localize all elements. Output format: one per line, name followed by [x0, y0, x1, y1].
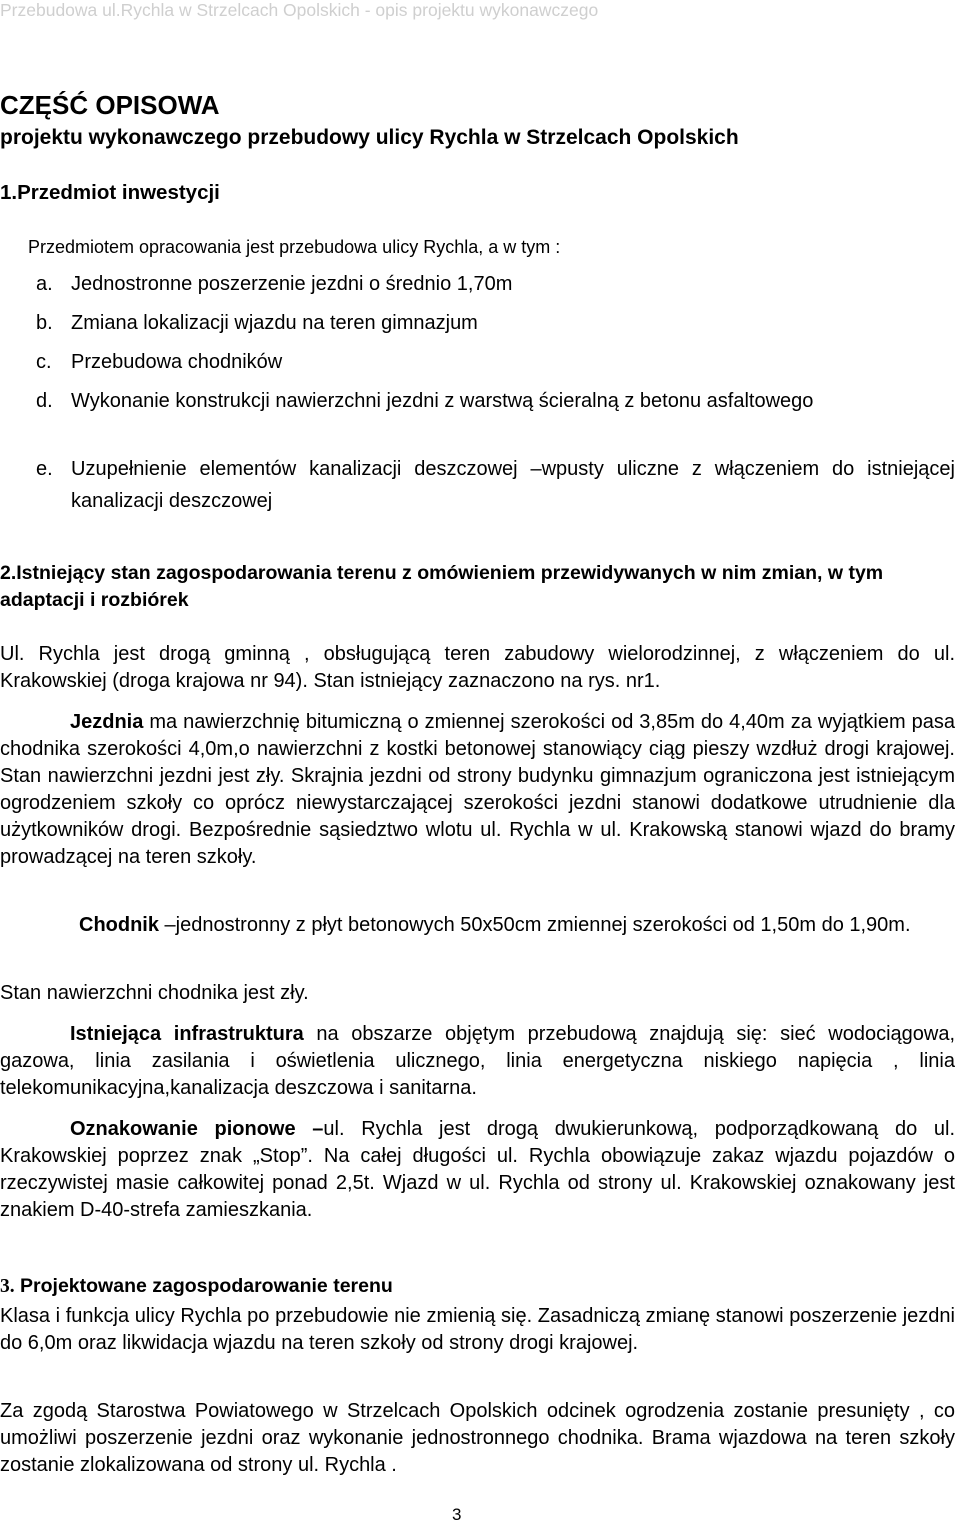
section-3-number: 3. [0, 1276, 15, 1297]
list-item [36, 453, 955, 517]
list-marker: c. [36, 351, 52, 373]
list-item-text: Przebudowa chodników [71, 351, 283, 373]
list-item-text: Uzupełnienie elementów kanalizacji deszczowej –wpusty uliczne z włączeniem do istniejącej kanalizacji deszczowej [71, 458, 955, 512]
section-3-paragraph-2: Za zgodą Starostwa Powiatowego w Strzelcach Opolskich odcinek ogrodzenia zostanie presunięty , co umożliwi poszerzenie jezdni oraz wykonanie jednostronnego chodnika. Brama wjazdowa na teren szkoły zostanie zlokalizowana od strony ul. Rychla . [0, 1400, 955, 1476]
section-3-heading [0, 1273, 955, 1300]
list-item-text: Zmiana lokalizacji wjazdu na teren gimnazjum [71, 312, 478, 334]
oznakowanie-label: Oznakowanie pionowe – [70, 1118, 324, 1140]
list-marker: e. [36, 458, 53, 480]
list-item [36, 268, 955, 300]
list-item [36, 346, 955, 378]
document-subtitle: projektu wykonawczego przebudowy ulicy Rychla w Strzelcach Opolskich [0, 126, 739, 149]
chodnik-text: –jednostronny z płyt betonowych 50x50cm zmiennej szerokości od 1,50m do 1,90m. [159, 914, 911, 936]
section-3-paragraph-1: Klasa i funkcja ulicy Rychla po przebudowie nie zmienią się. Zasadniczą zmianę stanowi poszerzenie jezdni do 6,0m oraz likwidacja wjazdu na teren szkoły od strony drogi krajowej. [0, 1305, 955, 1354]
oznakowanie-paragraph [0, 1116, 955, 1224]
list-item-text: Wykonanie konstrukcji nawierzchni jezdni z warstwą ścieralną z betonu asfaltowego [71, 390, 814, 412]
oznakowanie-text: ul. Rychla jest drogą dwukierunkową, podporządkowaną do ul. Krakowskiej poprzez znak „Stop”. Na całej długości ul. Rychla obowiązuje zakaz wjazdu pojazdów o rzeczywistej masie całkowitej ponad 2,5t. Wjazd w ul. Rychla od strony ul. Krakowskiej oznakowany jest znakiem D-40-strefa zamieszkania. [0, 1118, 955, 1221]
chodnik-condition: Stan nawierzchni chodnika jest zły. [0, 982, 309, 1004]
section-1-heading: 1.Przedmiot inwestycji [0, 181, 220, 204]
chodnik-label: Chodnik [79, 914, 159, 936]
document-title: CZĘŚĆ OPISOWA [0, 90, 220, 120]
section-1-intro: Przedmiotem opracowania jest przebudowa ulicy Rychla, a w tym : [28, 237, 561, 257]
infrastruktura-text: na obszarze objętym przebudową znajdują się: sieć wodociągowa, gazowa, linia zasilania i oświetlenia ulicznego, linia energetyczna niskiego napięcia , linia telekomunikacyjna,kanalizacja deszczowa i sanitarna. [0, 1023, 956, 1099]
jezdnia-paragraph [0, 709, 955, 871]
list-item [36, 307, 955, 339]
infrastruktura-label: Istniejąca infrastruktura [70, 1023, 304, 1045]
running-header: Przebudowa ul.Rychla w Strzelcach Opolskich - opis projektu wykonawczego [0, 0, 599, 20]
list-marker: b. [36, 312, 53, 334]
infrastruktura-paragraph [0, 1021, 955, 1102]
list-item-text: Jednostronne poszerzenie jezdni o średnio 1,70m [71, 273, 513, 295]
jezdnia-text: ma nawierzchnię bitumiczną o zmiennej szerokości od 3,85m do 4,40m za wyjątkiem pasa chodnika szerokości 4,0m,o nawierzchni z kostki betonowej stanowiący ciąg pieszy wzdłuż drogi krajowej. Stan nawierzchni jezdni jest zły. Skrajnia jezdni od strony budynku gimnazjum ograniczona jest istniejącym ogrodzeniem szkoły co oprócz niewystarczającej szerokości jezdni stanowi dodatkowe utrudnienie dla użytkowników drogi. Bezpośrednie sąsiedztwo wlotu ul. Rychla w ul. Krakowską stanowi wjazd do bramy prowadzącej na teren szkoły. [0, 711, 955, 868]
jezdnia-label: Jezdnia [70, 711, 144, 733]
chodnik-paragraph [0, 912, 955, 939]
section-3-title: Projektowane zagospodarowanie terenu [14, 1275, 393, 1297]
section-2-heading: 2.Istniejący stan zagospodarowania terenu z omówieniem przewidywanych w nim zmian, w tym adaptacji i rozbiórek [0, 562, 884, 611]
list-item [36, 385, 955, 417]
list-marker: a. [36, 273, 53, 295]
list-marker: d. [36, 390, 53, 412]
section-2-paragraph: Ul. Rychla jest drogą gminną , obsługującą teren zabudowy wielorodzinnej, z włączeniem do ul. Krakowskiej (droga krajowa nr 94). Stan istniejący zaznaczono na rys. nr1. [0, 643, 955, 692]
page-number: 3 [452, 1505, 462, 1524]
